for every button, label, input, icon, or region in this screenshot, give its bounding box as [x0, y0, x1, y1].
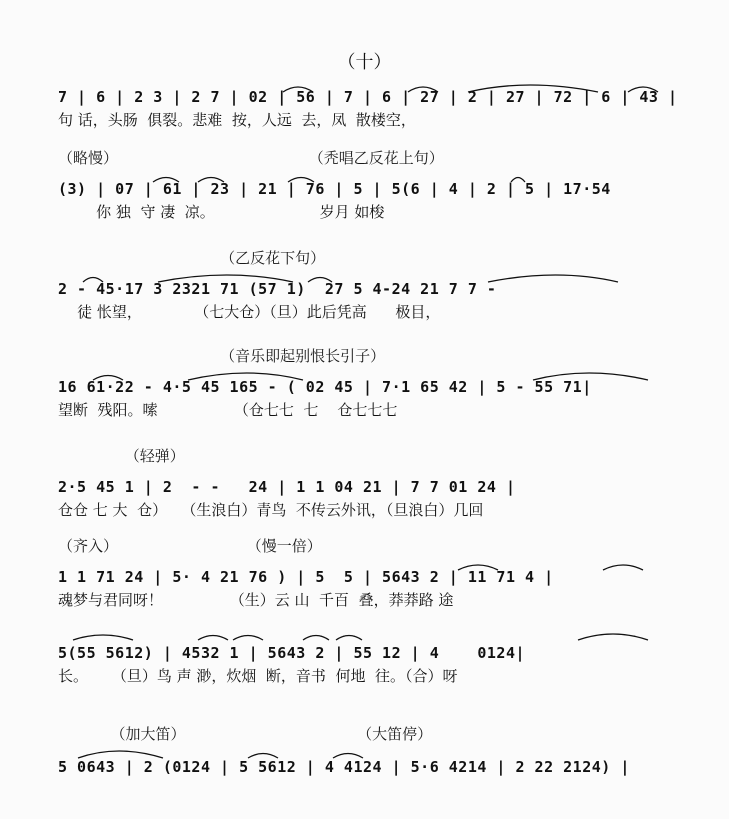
jianpu-notes: 7 | 6 | 2 3 | 2 7 | 02 | 56 | 7 | 6 | 27 | 2 | 27 | 72 | 6 | 43 |: [58, 88, 678, 106]
performance-annotation: （齐入） （慢一倍）: [58, 537, 322, 555]
lyrics-line: 句 话，头肠 俱裂。悲难 按，人远 去，凤 散楼空，: [58, 111, 416, 129]
jianpu-notes: (3) | 07 | 61 | 23 | 21 | 76 | 5 | 5(6 | 4 | 2 | 5 | 17·54: [58, 180, 611, 198]
jianpu-notes: 1 1 71 24 | 5· 4 21 76 ) | 5 5 | 5643 2 | 11 71 4 |: [58, 568, 554, 586]
performance-annotation: （轻弹）: [58, 447, 185, 465]
lyrics-line: 望断 残阳。嗦 （仓七七 七 仓七七七: [58, 401, 398, 419]
jianpu-notes: 5 0643 | 2 (0124 | 5 5612 | 4 4124 | 5·6 4214 | 2 22 2124) |: [58, 758, 630, 776]
score-line-5: [58, 446, 678, 522]
performance-annotation: （加大笛） （大笛停）: [58, 725, 433, 743]
lyrics-line: 仓仓 七 大 仓） （生浪白）青鸟 不传云外讯，（旦浪白）几回: [58, 501, 484, 519]
jianpu-notes: 5(55 5612) | 4532 1 | 5643 2 | 55 12 | 4 0124|: [58, 644, 526, 662]
jianpu-notes: 16 61·22 - 4·5 45 165 - ( 02 45 | 7·1 65 42 | 5 - 55 71|: [58, 378, 592, 396]
lyrics-line: 徒 怅望， （七大仓）（旦）此后凭高 极目，: [58, 303, 441, 321]
score-line-3: [58, 248, 678, 324]
score-line-6: [58, 536, 678, 612]
score-line-2: [58, 148, 678, 224]
score-line-1: [58, 80, 678, 132]
score-line-4: [58, 346, 678, 422]
performance-annotation: （略慢） （秃唱乙反花上句）: [58, 149, 444, 167]
lyrics-line: 魂梦与君同呀！ （生）云 山 千百 叠，莽莽路 途: [58, 591, 454, 609]
jianpu-notes: 2·5 45 1 | 2 - - 24 | 1 1 04 21 | 7 7 01 24 |: [58, 478, 516, 496]
lyrics-line: 你 独 守 凄 凉。 岁月 如梭: [58, 203, 385, 221]
section-title: （十）: [337, 52, 392, 73]
performance-annotation: （乙反花下句）: [58, 249, 326, 267]
score-line-8: [58, 724, 678, 778]
jianpu-notes: 2 - 45·17 3 2321 71 (57 1) 27 5 4-24 21 7 7 -: [58, 280, 497, 298]
score-line-7: [58, 628, 678, 688]
performance-annotation: （音乐即起别恨长引子）: [58, 347, 386, 365]
lyrics-line: 长。 （旦）鸟 声 渺，炊烟 断，音书 何地 往。（合）呀: [58, 667, 458, 685]
